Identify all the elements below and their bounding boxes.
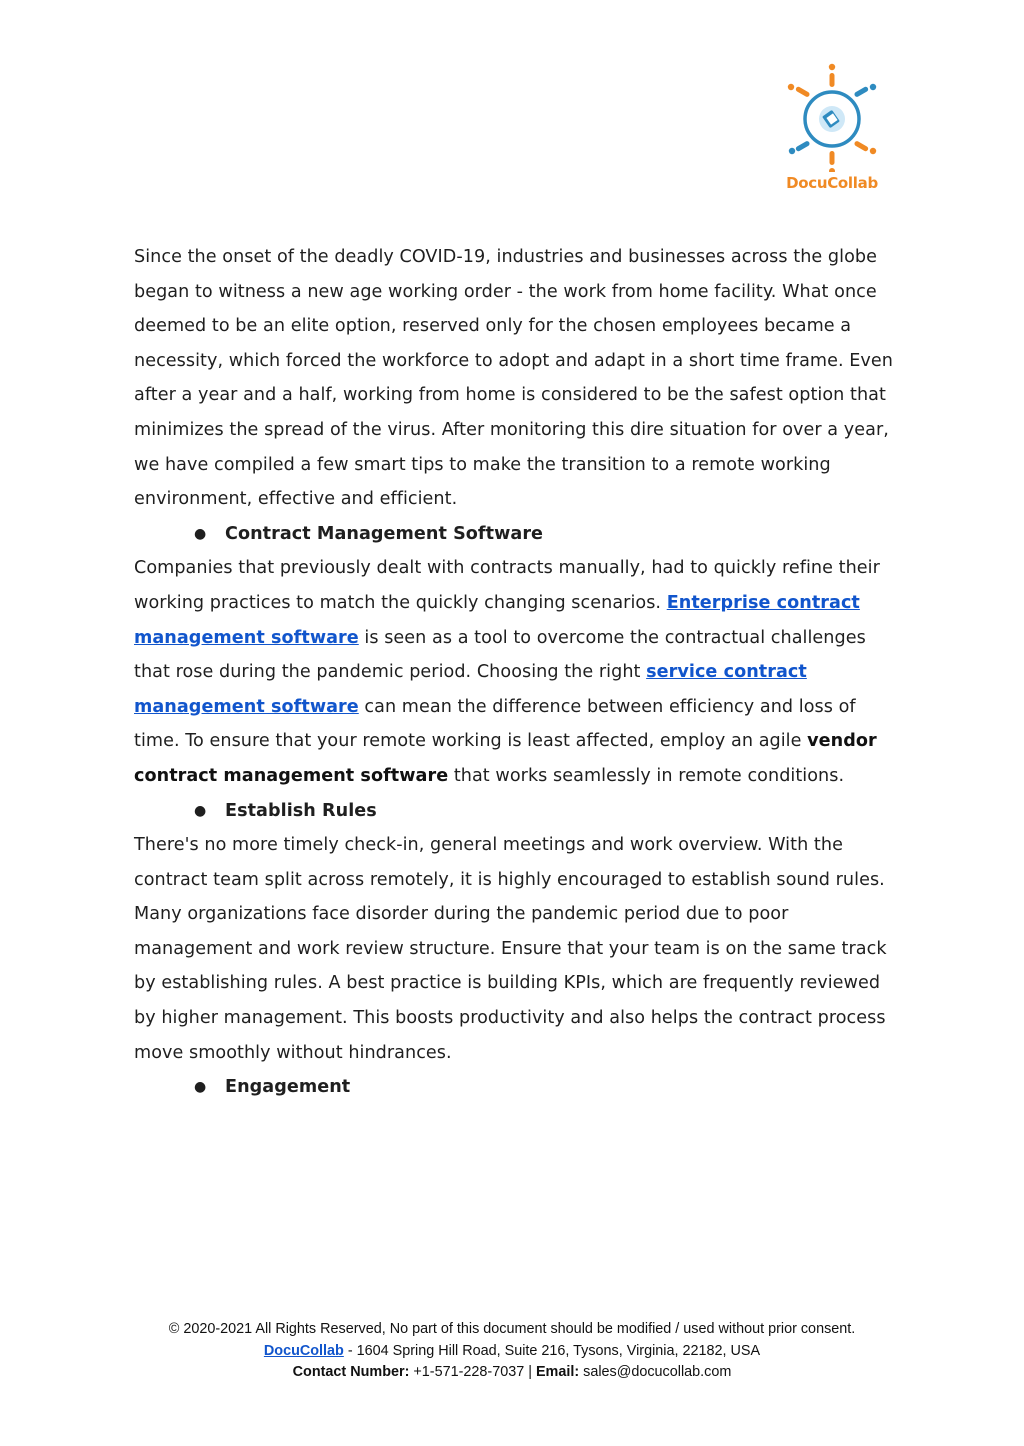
footer-docucollab-link[interactable]: DocuCollab (263, 1342, 344, 1359)
document-body (134, 240, 904, 1105)
section-heading-text: Contract Management Software (225, 523, 544, 544)
docucollab-logo-icon (784, 62, 880, 172)
logo-wordmark: DocuCollab (786, 174, 878, 192)
bullet-icon: ● (194, 802, 207, 819)
contact-number-value: +1-571-228-7037 | (409, 1364, 536, 1380)
section-heading-text: Establish Rules (225, 800, 377, 821)
section-heading-establish-rules (134, 794, 904, 829)
email-label: Email: (535, 1364, 580, 1380)
section-heading-contract-management (134, 517, 904, 552)
footer-copyright: © 2020-2021 All Rights Reserved, No part of this document should be modified / used without prior consent. (168, 1321, 856, 1337)
bullet-icon: ● (194, 1079, 207, 1096)
page-footer (0, 1319, 1024, 1384)
paragraph-text: Companies that previously dealt with contracts manually, had to quickly refine their working practices to match the quickly changing scenarios. (134, 558, 880, 613)
vendor-contract-bold: vendor contract management software (134, 731, 877, 786)
footer-address-line (0, 1341, 1024, 1363)
paragraph-text: is seen as a tool to overcome the contractual challenges that rose during the pandemic period. Choosing the right (134, 627, 866, 683)
intro-paragraph: Since the onset of the deadly COVID-19, industries and businesses across the globe began to witness a new age working order - the work from home facility. What once deemed to be an elite option, reserved only for the chosen employees became a necessity, which forced the workforce to adopt and adapt in a short time frame. Even after a year and a half, working from home is considered to be the safest option that minimizes the spread of the virus. After monitoring this dire situation for over a year, we have compiled a few smart tips to make the transition to a remote working environment, effective and efficient. (134, 247, 893, 510)
email-value: sales@docucollab.com (579, 1364, 732, 1380)
contact-number-label: Contact Number: (292, 1364, 410, 1380)
footer-address: - 1604 Spring Hill Road, Suite 216, Tysons, Virginia, 22182, USA (343, 1342, 761, 1359)
docucollab-logo (784, 62, 880, 194)
contract-management-paragraph (134, 551, 904, 793)
enterprise-contract-link[interactable]: Enterprise contract management software (134, 592, 860, 648)
service-contract-link[interactable]: service contract management software (134, 662, 807, 717)
section-heading-text: Engagement (225, 1077, 351, 1098)
section-heading-engagement (134, 1070, 904, 1105)
paragraph-text: can mean the difference between efficiency and loss of time. To ensure that your remote working is least affected, employ an agile (134, 696, 856, 752)
paragraph-text: that works seamlessly in remote conditions. (448, 765, 845, 786)
bullet-icon: ● (194, 525, 207, 542)
footer-contact-line (0, 1362, 1024, 1384)
establish-rules-paragraph: There's no more timely check-in, general meetings and work overview. With the contract team split across remotely, it is highly encouraged to establish sound rules. Many organizations face disorder during the pandemic period due to poor management and work review structure. Ensure that your team is on the same track by establishing rules. A best practice is building KPIs, which are frequently reviewed by higher management. This boosts productivity and also helps the contract process move smoothly without hindrances. (134, 835, 887, 1063)
